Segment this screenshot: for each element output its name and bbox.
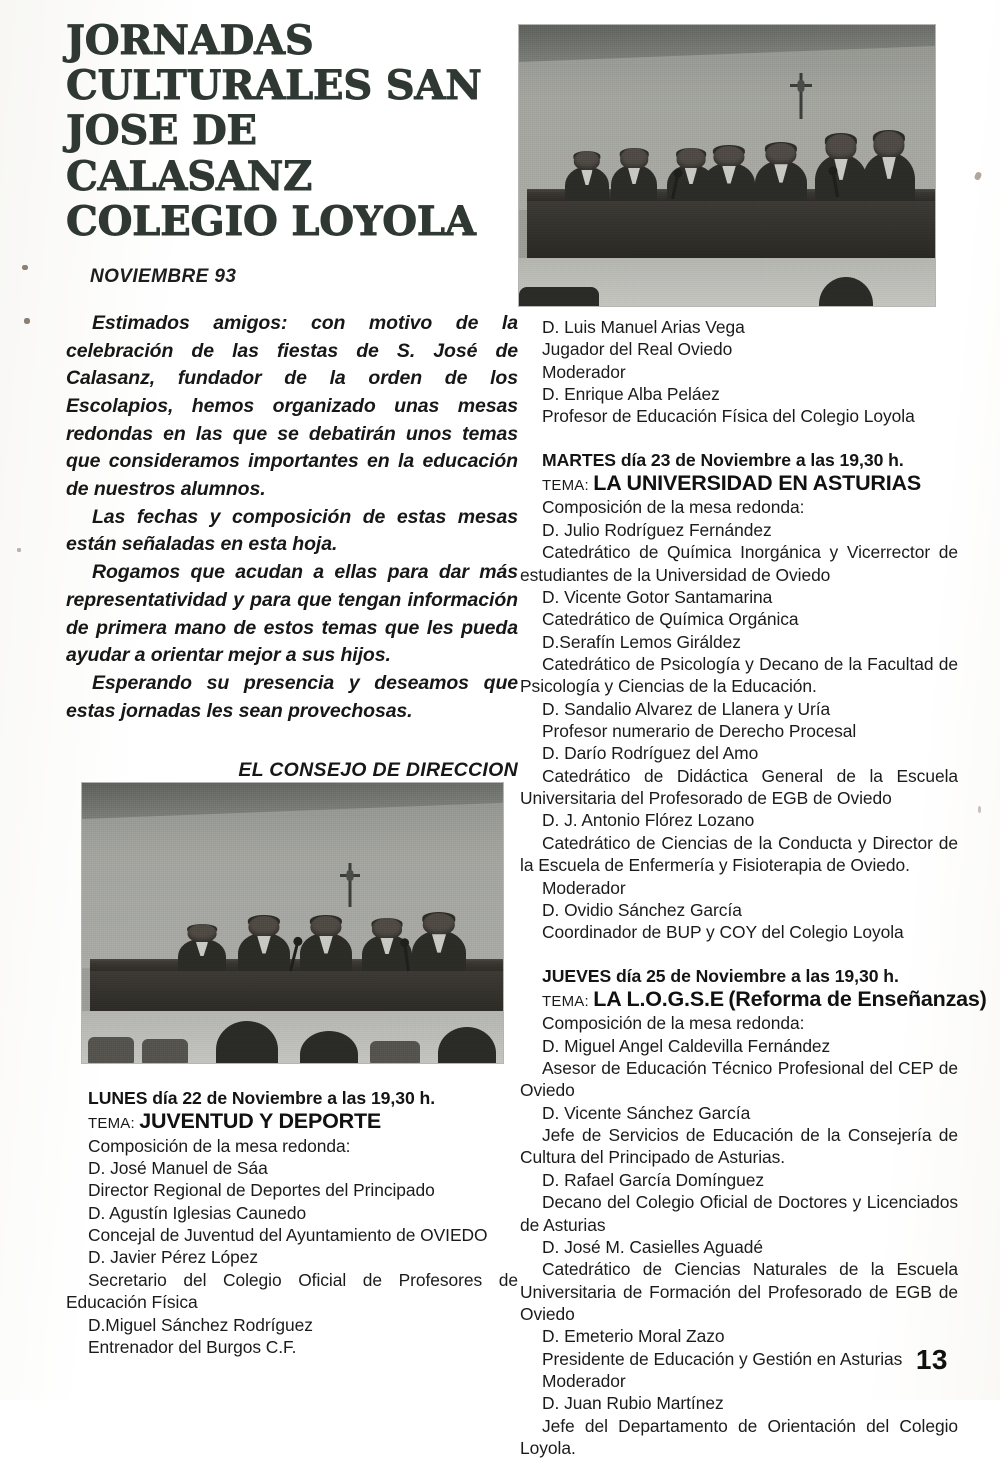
moderator-role: Coordinador de BUP y COY del Colegio Loyola (542, 922, 904, 943)
tema-label: TEMA: (542, 476, 589, 494)
member-role: Catedrático de Ciencias Naturales de la Escuela Universitaria de Formación del Profesorado de EGB de Oviedo (520, 1259, 958, 1324)
photo-panelist (565, 167, 609, 201)
scan-speck (22, 265, 28, 270)
tema-label: TEMA: (542, 992, 589, 1010)
photo-audience-chair (88, 1037, 134, 1063)
member-name: D. Vicente Gotor Santamarina (542, 586, 773, 607)
moderator-label: Moderador (542, 361, 626, 382)
photo-panelist (703, 163, 755, 201)
left-column (66, 18, 518, 782)
masthead-line-1: JORNADAS (66, 17, 314, 64)
member-name: D. Sandalio Alvarez de Llanera y Uría (542, 698, 831, 719)
member-role: Entrenador del Burgos C.F. (88, 1336, 297, 1357)
member-name: D. Miguel Angel Caldevilla Fernández (542, 1035, 831, 1056)
session-tema-lunes (88, 1110, 518, 1134)
session-jueves (520, 965, 987, 1459)
session-lunes (66, 1088, 518, 1358)
intro-paragraph-3: Rogamos que acudan a ellas para dar más representatividad y para que tengan información de primera mano de estos temas que les pueda ayudar a orientar mejor a sus hijos. (66, 561, 518, 667)
tema-label: TEMA: (88, 1115, 135, 1132)
moderator-label: Moderador (542, 1371, 626, 1392)
member-role: Catedrático de Didáctica General de la Escuela Universitaria del Profesorado de EGB de Oviedo (520, 765, 958, 809)
composition-label: Composición de la mesa redonda: (542, 1013, 805, 1034)
photo-audience-chair (370, 1041, 420, 1063)
moderator-role: Jefe del Departamento de Orientación del Colegio Loyola. (520, 1415, 958, 1459)
member-role: Jefe de Servicios de Educación de la Consejería de Cultura del Principado de Asturias. (520, 1125, 958, 1168)
photo-panelist (611, 165, 657, 201)
masthead-line-3: JOSE DE (66, 107, 257, 155)
scan-speck (978, 806, 981, 813)
member-role: Catedrático de Psicología y Decano de la Facultad de Psicología y Ciencias de la Educación. (520, 653, 958, 697)
session-date-lunes: LUNES día 22 de Noviembre a las 19,30 h. (88, 1088, 436, 1108)
moderator-label: Moderador (542, 877, 626, 898)
tema-value-paren: (Reforma de Enseñanzas) (728, 986, 987, 1011)
member-role: Presidente de Educación y Gestión en Asturias (542, 1348, 903, 1369)
intro-paragraph-2: Las fechas y composición de estas mesas están señaladas en esta hoja. (66, 505, 518, 556)
session-lunes-continuation (520, 316, 958, 428)
member-role: Asesor de Educación Técnico Profesional del CEP de Oviedo (520, 1057, 958, 1101)
intro-letter (66, 310, 518, 725)
member-role: Secretario del Colegio Oficial de Profesores de Educación Física (66, 1269, 518, 1313)
photo-table-front (527, 201, 935, 259)
composition-label: Composición de la mesa redonda: (542, 497, 805, 518)
session-composition-jueves (520, 1012, 958, 1459)
member-role: Catedrático de Ciencias de la Conducta y Director de la Escuela de Enfermería y Fisioterapia de Oviedo. (520, 832, 958, 876)
member-name: D. Vicente Sánchez García (542, 1102, 751, 1123)
member-name: D. Rafael García Domínguez (542, 1169, 764, 1190)
issue-date: NOVIEMBRE 93 (90, 265, 237, 287)
photo-panelist (863, 153, 915, 201)
composition-label: Composición de la mesa redonda: (88, 1135, 351, 1156)
member-name: D. Javier Pérez López (88, 1247, 259, 1268)
moderator-name: D. Enrique Alba Peláez (542, 384, 720, 405)
moderator-name: D. Juan Rubio Martínez (542, 1393, 724, 1414)
member-role: Concejal de Juventud del Ayuntamiento de OVIEDO (88, 1225, 488, 1246)
masthead-line-4: CALASANZ (66, 152, 313, 200)
photo-panelist (815, 155, 867, 201)
masthead-line-2: CULTURALES SAN (66, 62, 482, 110)
member-name: D. José M. Casielles Aguadé (542, 1236, 763, 1257)
right-column (520, 316, 987, 1459)
session-date-martes: MARTES día 23 de Noviembre a las 19,30 h. (542, 449, 904, 470)
session-composition-lunes (66, 1135, 518, 1359)
tema-value: LA L.O.G.S.E (593, 986, 724, 1011)
crucifix-icon (790, 73, 812, 119)
intro-paragraph-4: Esperando su presencia y deseamos que estas jornadas les sean provechosas. (66, 671, 518, 722)
member-role: Catedrático de Química Orgánica (542, 609, 799, 630)
page-title (66, 18, 518, 244)
member-role: Director Regional de Deportes del Principado (88, 1180, 435, 1201)
intro-signoff: EL CONSEJO DE DIRECCION (238, 759, 518, 782)
session-tema-martes (542, 472, 958, 496)
tema-value: JUVENTUD Y DEPORTE (139, 1109, 382, 1133)
session-martes (520, 450, 958, 944)
photo-panelist (178, 939, 226, 971)
session-date-jueves: JUEVES día 25 de Noviembre a las 19,30 h. (542, 965, 899, 986)
member-name: D.Miguel Sánchez Rodríguez (88, 1314, 313, 1335)
page-number: 13 (915, 1344, 948, 1375)
masthead-line-5: COLEGIO LOYOLA (66, 197, 476, 245)
member-name: D. José Manuel de Sáa (88, 1158, 268, 1178)
photo-audience-head (519, 287, 599, 306)
member-name: D. J. Antonio Flórez Lozano (542, 810, 755, 831)
member-name: D. Emeterio Moral Zazo (542, 1326, 725, 1347)
scan-speck (24, 318, 30, 324)
session-composition-martes (520, 496, 958, 943)
member-name: D.Serafín Lemos Giráldez (542, 631, 741, 652)
moderator-role: Profesor de Educación Física del Colegio Loyola (542, 406, 915, 427)
member-name: D. Julio Rodríguez Fernández (542, 519, 772, 540)
member-name: D. Darío Rodríguez del Amo (542, 743, 759, 764)
member-name: D. Agustín Iglesias Caunedo (88, 1202, 307, 1223)
moderator-name: D. Ovidio Sánchez García (542, 899, 742, 920)
member-role: Profesor numerario de Derecho Procesal (542, 721, 857, 742)
member-role: Catedrático de Química Inorgánica y Vicerrector de estudiantes de la Universidad de Oviedo (520, 542, 958, 585)
intro-paragraph-1: Estimados amigos: con motivo de la celebración de las fiestas de S. José de Calasanz, fundador de la orden de los Escolapios, hemos organizado unas mesas redondas en las que se debatirán unos temas que consideramos importantes en la educación de nuestros alumnos. (66, 311, 518, 501)
member-role: Decano del Colegio Oficial de Doctores y Licenciados de Asturias (520, 1192, 958, 1235)
member-role: Jugador del Real Oviedo (542, 339, 733, 360)
scan-speck (17, 548, 21, 552)
tema-value: LA UNIVERSIDAD EN ASTURIAS (593, 470, 921, 495)
photo-mesa-redonda-cinco (82, 783, 503, 1063)
session-tema-jueves (542, 986, 987, 1012)
photo-panelist (300, 933, 352, 971)
photo-panelist (238, 933, 290, 971)
photo-audience-chair (142, 1039, 188, 1063)
crucifix-icon (340, 863, 360, 907)
photo-panelist (755, 161, 807, 201)
photo-panelist (412, 931, 466, 971)
photo-mesa-redonda-siete (519, 25, 935, 306)
member-name: D. Luis Manuel Arias Vega (542, 317, 745, 337)
